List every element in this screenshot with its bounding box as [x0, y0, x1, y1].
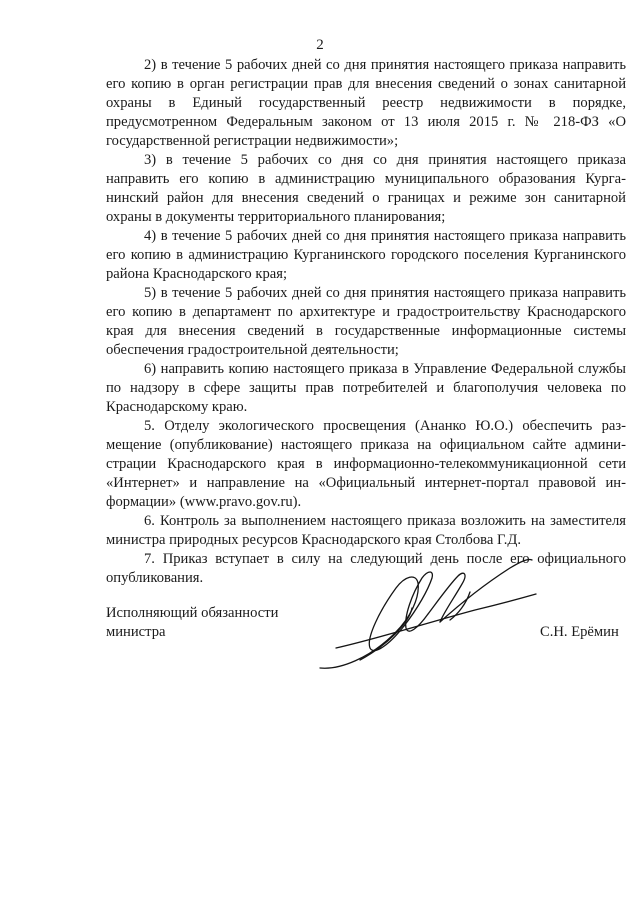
paragraph-clause-7: 7. Приказ вступает в силу на следующий день после его официального опубликования. [106, 551, 626, 586]
page-number: 2 [316, 37, 324, 53]
paragraph-clause-5: 5. Отделу экологического просвещения (Ананко Ю.О.) обеспечить размещение (опубликование) настоящего приказа на официальном сайте администрации Краснодарского края в информационно-телекоммуникационной сети «Интернет» и направление на «Официальный интернет-портал правовой информации» (www.pravo.gov.ru). [106, 418, 626, 510]
signatory-name: С.Н. Ерёмин [540, 624, 619, 640]
paragraph-item-3: 3) в течение 5 рабочих со дня со дня принятия настоящего приказа направить его копию в администрацию муниципального образования Курганинский район для внесения сведений о границах и режиме зон санитарной охраны в документы территориального планирования; [106, 152, 626, 225]
handwritten-signature [300, 548, 540, 688]
signatory-role [106, 604, 326, 642]
document-body [106, 56, 626, 588]
paragraph-item-2: 2) в течение 5 рабочих дней со дня принятия настоящего приказа направить его копию в орган регистрации прав для внесения сведений о зонах санитарной охраны в Единый государственный реестр недвижимости в порядке, предусмотренном Федеральным законом от 13 июля 2015 г. № 218-ФЗ «О государственной регистрации недвижимости»; [106, 57, 626, 149]
paragraph-item-4: 4) в течение 5 рабочих дней со дня принятия настоящего приказа направить его копию в администрацию Курганинского городского поселения Курганинского района Краснодарского края; [106, 228, 626, 282]
paragraph-item-5: 5) в течение 5 рабочих дней со дня принятия настоящего приказа направить его копию в департамент по архитектуре и градостроительству Краснодарского края для внесения сведений в государственные информационные системы обеспечения градостроительной деятельности; [106, 285, 626, 358]
paragraph-item-6: 6) направить копию настоящего приказа в Управление Федеральной службы по надзору в сфере защиты прав потребителей и благополучия человека по Краснодарскому краю. [106, 361, 626, 415]
signatory-role-line-2: министра [106, 624, 166, 640]
signatory-role-line-1: Исполняющий обязанности [106, 605, 279, 621]
paragraph-clause-6: 6. Контроль за выполнением настоящего приказа возложить на заместителя министра природных ресурсов Краснодарского края Столбова Г.Д. [106, 513, 626, 548]
